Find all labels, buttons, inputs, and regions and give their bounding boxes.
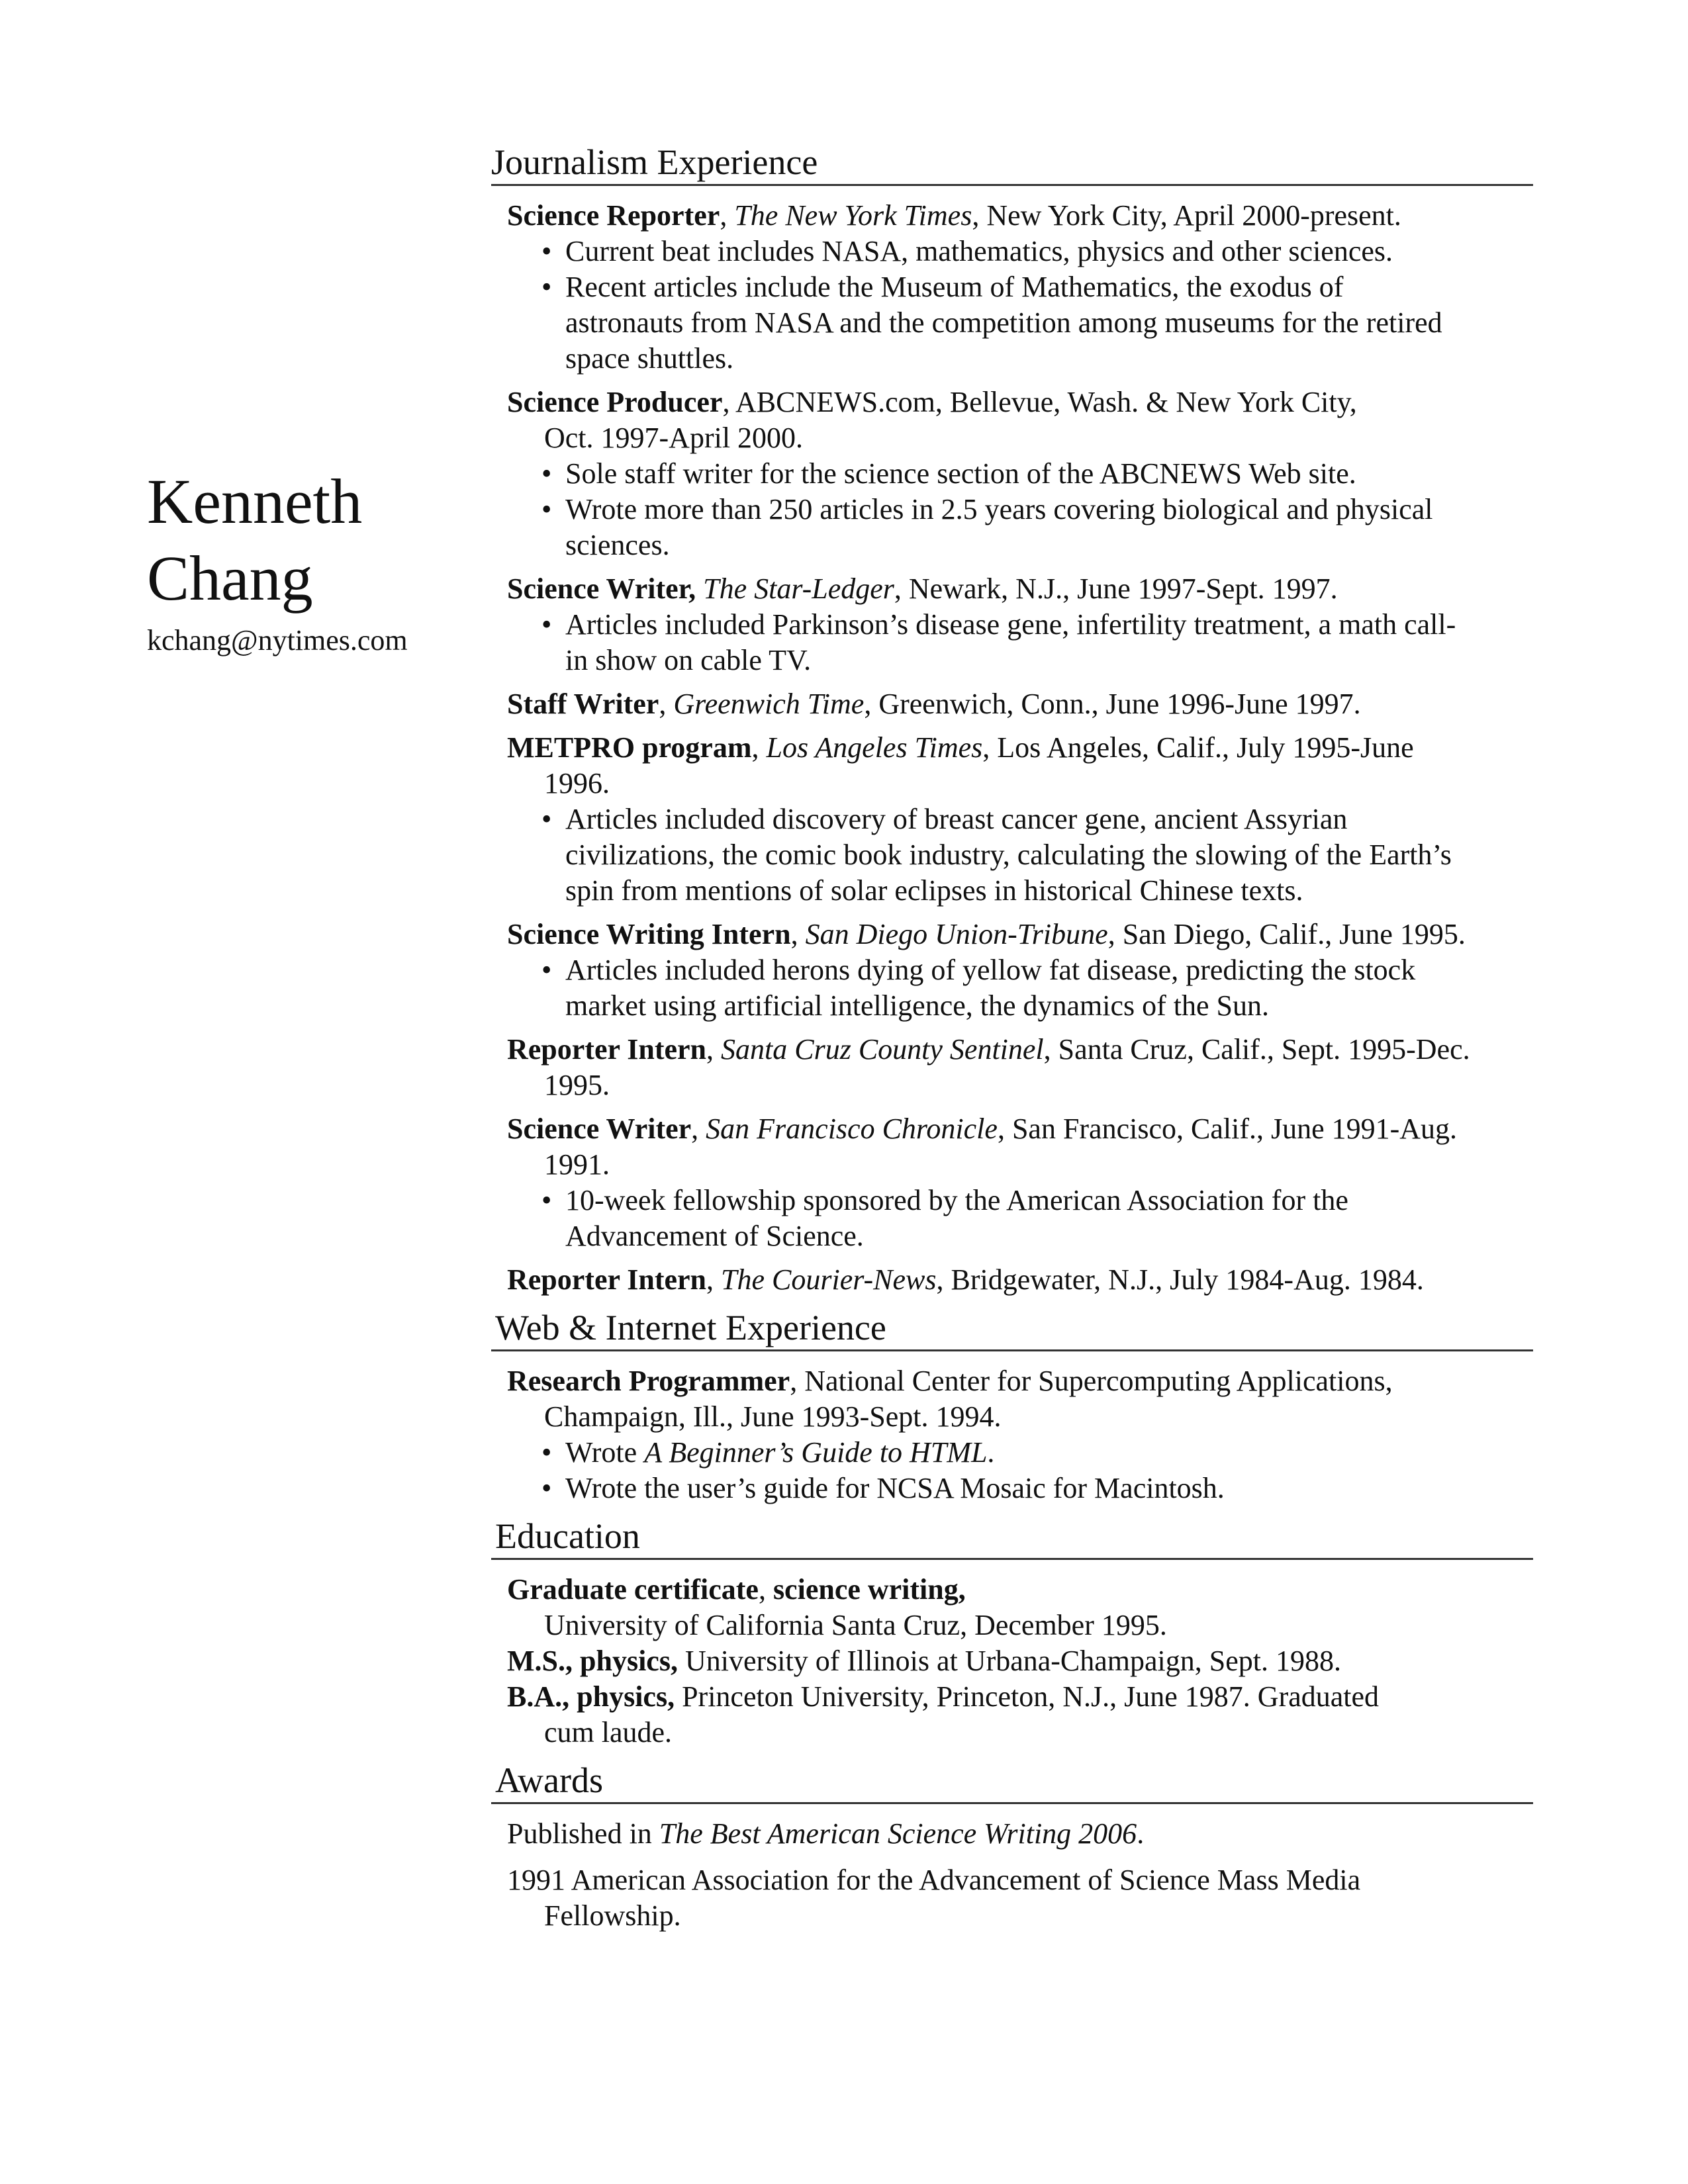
bullet-icon: • [541,803,552,835]
entry-heading [507,1643,1533,1679]
entry-metpro [507,730,1533,909]
name-first: Kenneth [147,466,363,537]
bullet-icon: • [541,271,552,303]
entry-staff-writer [507,686,1533,722]
entry-science-reporter [507,198,1533,377]
entry-continuation: Champaign, Ill., June 1993-Sept. 1994. [544,1400,1002,1433]
publication: The Courier-News [721,1263,937,1296]
entry-heading [507,686,1533,722]
bullet-list [507,1183,1533,1254]
publication: Greenwich Time [673,688,865,720]
separator: , [751,731,767,764]
degree-title: Graduate certificate [507,1573,759,1606]
bullet-text: 10-week fellowship sponsored by the American Association for the [565,1184,1348,1216]
location-dates: , Greenwich, Conn., June 1996-June 1997. [864,688,1361,720]
publication: San Diego Union-Tribune [805,918,1108,950]
entry-heading [507,571,1533,607]
bullet-text: Wrote more than 250 articles in 2.5 years covering biological and physical [565,493,1433,525]
entry-graduate-certificate [507,1572,1533,1643]
bullet-text: . [987,1436,995,1469]
section-awards [491,1758,1533,1934]
bullet-text: Current beat includes NASA, mathematics, physics and other sciences. [565,235,1393,267]
institution-dates: University of Illinois at Urbana-Champaign, Sept. 1988. [677,1645,1342,1677]
bullet-text: in show on cable TV. [565,644,812,676]
entry-heading [507,1032,1533,1068]
section-title-journalism: Journalism Experience [491,140,1533,186]
bullet-icon: • [541,608,552,641]
location-dates: , Los Angeles, Calif., July 1995-June [982,731,1414,764]
job-title: Research Programmer [507,1365,790,1397]
bullet-text: Articles included discovery of breast cancer gene, ancient Assyrian [565,803,1348,835]
bullet-list [507,801,1533,909]
entry-heading [507,1111,1533,1147]
entry-ba-physics [507,1679,1533,1751]
bullet-text: Wrote [565,1436,645,1469]
location-dates: , San Francisco, Calif., June 1991-Aug. [997,1113,1458,1145]
entry-ms-physics [507,1643,1533,1679]
entry-heading [507,1363,1533,1399]
bullet-text: spin from mentions of solar eclipses in historical Chinese texts. [565,874,1303,907]
bullet-text: Sole staff writer for the science section of the ABCNEWS Web site. [565,457,1356,490]
entry-continuation: 1995. [544,1069,610,1101]
institution-dates: Princeton University, Princeton, N.J., June 1987. Graduated [675,1680,1380,1713]
degree-title: B.A., physics, [507,1680,675,1713]
bullet-text: market using artificial intelligence, the dynamics of the Sun. [565,989,1270,1022]
location-dates: , Bridgewater, N.J., July 1984-Aug. 1984. [936,1263,1424,1296]
bullet-text: Recent articles include the Museum of Mathematics, the exodus of [565,271,1344,303]
award-item [507,1816,1533,1852]
award-text: Published in [507,1817,659,1850]
job-title: Science Writer [507,1113,692,1145]
job-title: Science Reporter [507,199,720,232]
separator: , [659,688,674,720]
entry-continuation: 1996. [544,767,610,799]
separator: , [758,1573,773,1606]
bullet-item [507,1435,1533,1471]
entry-heading [507,1572,1533,1608]
location-dates: , Newark, N.J., June 1997-Sept. 1997. [894,572,1338,605]
entry-science-writer-chronicle [507,1111,1533,1254]
bullet-icon: • [541,235,552,267]
degree-title: M.S., physics, [507,1645,678,1677]
entry-heading [507,198,1533,234]
bullet-text: Wrote the user’s guide for NCSA Mosaic for Macintosh. [565,1472,1225,1504]
job-title: Reporter Intern [507,1033,706,1066]
entry-reporter-intern-courier [507,1262,1533,1298]
entry-heading [507,1679,1533,1715]
bullet-list [507,607,1533,678]
bullet-icon: • [541,493,552,525]
resume-body [491,140,1533,1944]
separator: , [706,1033,721,1066]
bullet-item [507,607,1533,678]
bullet-icon: • [541,1436,552,1469]
award-item [507,1862,1533,1934]
publication: The New York Times [734,199,972,232]
entry-reporter-intern-sentinel [507,1032,1533,1103]
bullet-list [507,456,1533,563]
bullet-icon: • [541,1472,552,1504]
section-education [491,1514,1533,1751]
book-title: The Best American Science Writing 2006 [659,1817,1137,1850]
publication: Los Angeles Times [766,731,983,764]
bullet-list [507,234,1533,377]
entry-continuation: Oct. 1997-April 2000. [544,422,804,454]
publication: The Star-Ledger [703,572,894,605]
location-dates: , New York City, April 2000-present. [972,199,1401,232]
publication: San Francisco Chronicle [706,1113,998,1145]
bullet-item [507,952,1533,1024]
degree-field: science writing, [773,1573,966,1606]
entry-continuation: University of California Santa Cruz, December 1995. [544,1609,1167,1641]
entry-continuation: 1991. [544,1148,610,1181]
bullet-icon: • [541,457,552,490]
section-journalism [491,140,1533,1298]
contact-block [147,463,438,659]
separator: , [720,199,735,232]
separator: , [706,1263,721,1296]
bullet-item [507,1183,1533,1254]
bullet-item [507,234,1533,269]
bullet-text: astronauts from NASA and the competition among museums for the retired [565,306,1442,339]
job-title: Science Writing Intern [507,918,791,950]
section-title-education: Education [491,1514,1533,1560]
location-dates: , San Diego, Calif., June 1995. [1107,918,1466,950]
entry-continuation: Fellowship. [544,1899,681,1932]
entry-science-producer [507,385,1533,563]
bullet-text: Articles included herons dying of yellow fat disease, predicting the stock [565,954,1416,986]
bullet-item [507,269,1533,377]
email-address: kchang@nytimes.com [147,624,408,657]
job-title: Science Producer [507,386,723,418]
book-title: A Beginner’s Guide to HTML [644,1436,988,1469]
bullet-text: sciences. [565,529,670,561]
separator: , [691,1113,706,1145]
bullet-icon: • [541,954,552,986]
bullet-item [507,492,1533,563]
entry-science-writing-intern [507,917,1533,1024]
bullet-item [507,456,1533,492]
publication: Santa Cruz County Sentinel [721,1033,1044,1066]
entry-heading [507,730,1533,766]
separator: , [790,918,806,950]
section-title-web: Web & Internet Experience [491,1306,1533,1351]
entry-heading [507,917,1533,952]
bullet-list [507,952,1533,1024]
bullet-text: Articles included Parkinson’s disease gene, infertility treatment, a math call- [565,608,1456,641]
job-title: Science Writer, [507,572,696,605]
section-web [491,1306,1533,1506]
entry-research-programmer [507,1363,1533,1506]
job-title: Staff Writer [507,688,659,720]
location-dates: , National Center for Supercomputing Applications, [790,1365,1393,1397]
entry-science-writer-star-ledger [507,571,1533,678]
bullet-text: space shuttles. [565,342,734,375]
name-last: Chang [147,543,313,614]
bullet-text: civilizations, the comic book industry, calculating the slowing of the Earth’s [565,839,1452,871]
entry-heading [507,1262,1533,1298]
job-title: METPRO program [507,731,752,764]
award-text: . [1137,1817,1145,1850]
entry-continuation: cum laude. [544,1716,673,1749]
location-dates: , ABCNEWS.com, Bellevue, Wash. & New York City, [722,386,1357,418]
award-text: 1991 American Association for the Advancement of Science Mass Media [507,1864,1361,1896]
section-title-awards: Awards [491,1758,1533,1804]
bullet-icon: • [541,1184,552,1216]
entry-heading [507,385,1533,420]
job-title: Reporter Intern [507,1263,706,1296]
bullet-item [507,1471,1533,1506]
bullet-list [507,1435,1533,1506]
location-dates: , Santa Cruz, Calif., Sept. 1995-Dec. [1043,1033,1470,1066]
bullet-item [507,801,1533,909]
bullet-text: Advancement of Science. [565,1220,864,1252]
